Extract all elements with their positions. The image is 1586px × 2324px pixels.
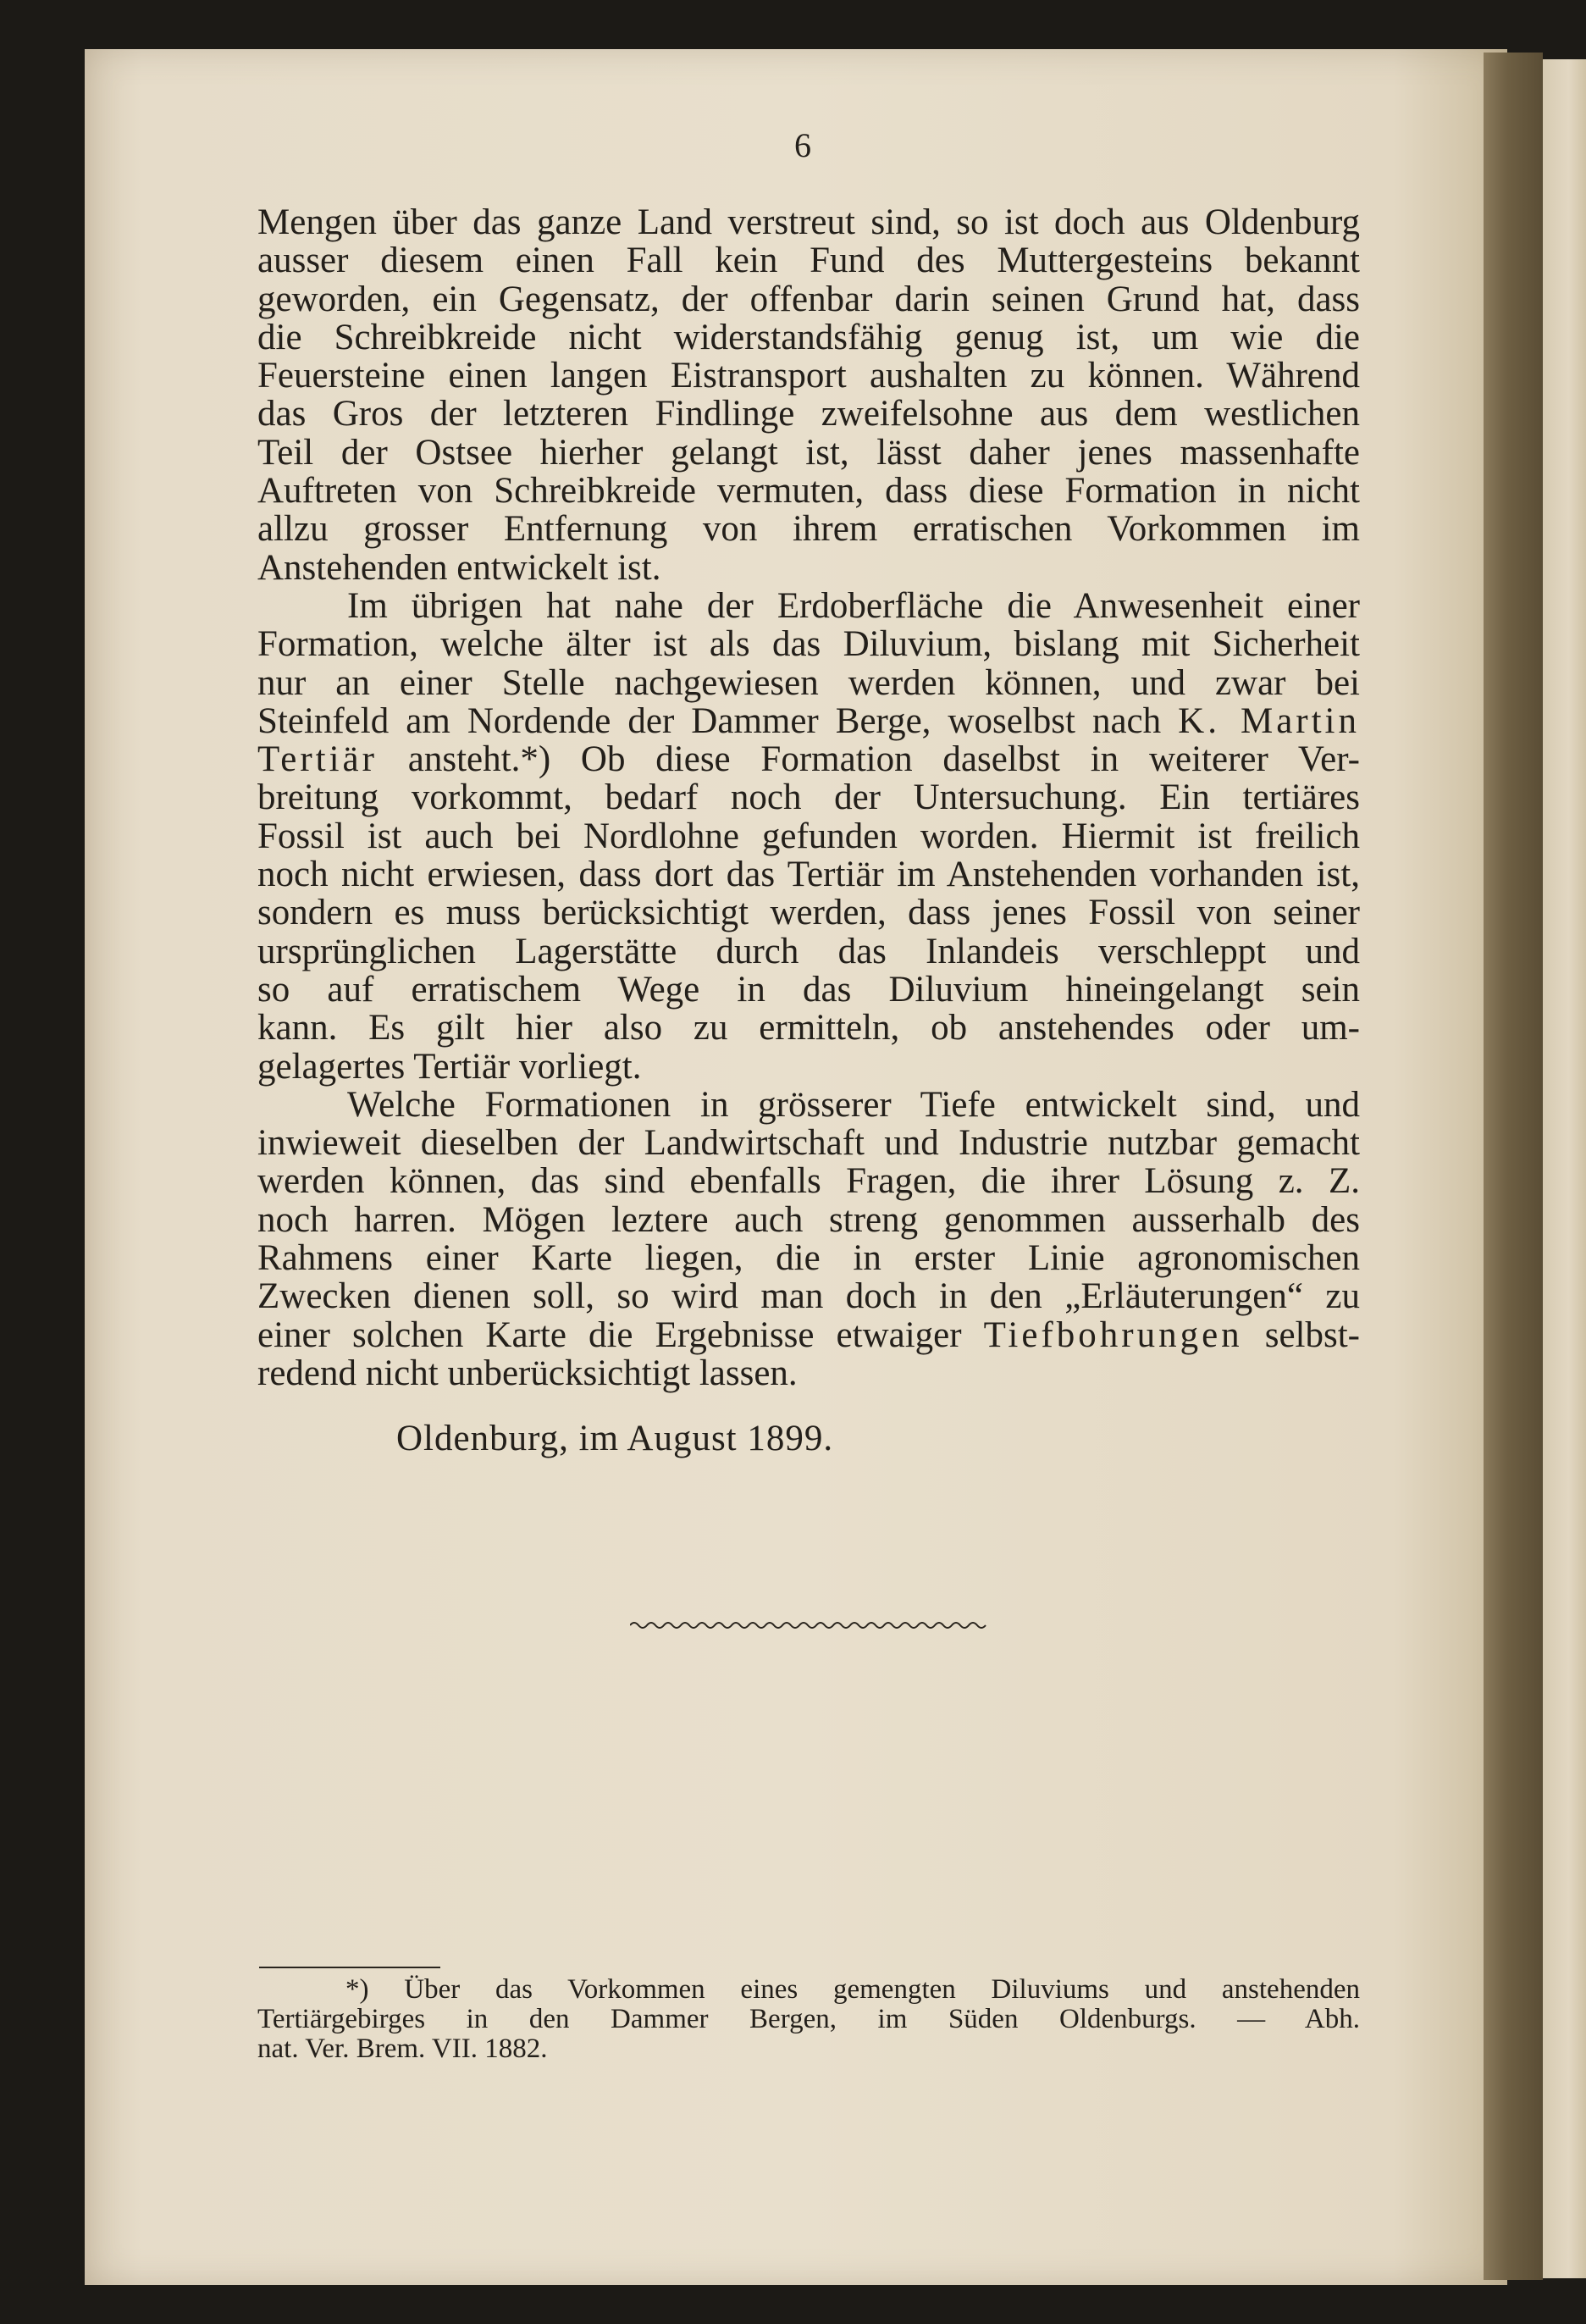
text-line: Auftreten von Schreibkreide vermuten, dass diese Formation in nicht: [257, 471, 1360, 512]
text-line: werden können, das sind ebenfalls Fragen, die ihrer Lösung z. Z.: [257, 1161, 1360, 1202]
adjacent-page-edge: [1543, 59, 1586, 2278]
text-line: [257, 1316, 1360, 1354]
footnote-line: Tertiärgebirges in den Dammer Bergen, im Süden Oldenburgs. — Abh.: [257, 2004, 1360, 2034]
text-line: das Gros der letzteren Findlinge zweifelsohne aus dem westlichen: [257, 394, 1360, 434]
text-line: gelagertes Tertiär vorliegt.: [257, 1046, 642, 1087]
text-line: nur an einer Stelle nachgewiesen werden können, und zwar bei: [257, 662, 1360, 703]
text-line: Anstehenden entwickelt ist.: [257, 547, 661, 588]
text-run: einer solchen Karte die Ergebnisse etwaiger: [257, 1314, 984, 1355]
footnote-line: nat. Ver. Brem. VII. 1882.: [257, 2034, 548, 2064]
emphasized-term: Tertiär: [257, 739, 378, 780]
author-name: K. Martin: [1178, 700, 1360, 741]
text-run: Steinfeld am Nordende der Dammer Berge, woselbst nach: [257, 700, 1179, 741]
footnote-line: *) Über das Vorkommen eines gemengten Diluviums und anstehenden: [345, 1974, 1360, 2005]
emphasized-term: Tiefbohrungen: [983, 1314, 1243, 1355]
text-line: [257, 702, 1360, 740]
footnote-rule: [259, 1967, 440, 1968]
text-line: Fossil ist auch bei Nordlohne gefunden worden. Hiermit ist freilich: [257, 816, 1360, 856]
text-line: Mengen über das ganze Land verstreut sind, so ist doch aus Oldenburg: [257, 202, 1360, 242]
book-spine: [1484, 53, 1543, 2280]
text-line: so auf erratischem Wege in das Diluvium hineingelangt sein: [257, 969, 1360, 1010]
text-line: kann. Es gilt hier also zu ermitteln, ob anstehendes oder um-: [257, 1008, 1360, 1049]
text-line: ausser diesem einen Fall kein Fund des Muttergesteins bekannt: [257, 241, 1360, 281]
footnote: [257, 1975, 1360, 2064]
page-number: 6: [794, 126, 811, 164]
text-line: Feuersteine einen langen Eistransport aushalten zu können. Während: [257, 356, 1360, 396]
wavy-divider: [630, 1619, 989, 1631]
text-run: selbst-: [1242, 1314, 1360, 1355]
text-run: ansteht.*) Ob diese Formation daselbst in weiterer Ver-: [377, 739, 1360, 780]
text-line: Zwecken dienen soll, so wird man doch in den „Erläuterungen“ zu: [257, 1276, 1360, 1317]
text-line: breitung vorkommt, bedarf noch der Untersuchung. Ein tertiäres: [257, 777, 1360, 818]
paragraph-1: [257, 203, 1360, 587]
text-line: geworden, ein Gegensatz, der offenbar darin seinen Grund hat, dass: [257, 279, 1360, 319]
body-text: [257, 203, 1360, 1392]
text-line: redend nicht unberücksichtigt lassen.: [257, 1353, 798, 1393]
place-date-signature: Oldenburg, im August 1899.: [396, 1419, 834, 1458]
text-line: Rahmens einer Karte liegen, die in erster Linie agronomischen: [257, 1238, 1360, 1279]
text-line: ursprünglichen Lagerstätte durch das Inlandeis verschleppt und: [257, 931, 1360, 971]
text-line: allzu grosser Entfernung von ihrem erratischen Vorkommen im: [257, 509, 1360, 550]
text-line: noch harren. Mögen leztere auch streng genommen ausserhalb des: [257, 1199, 1360, 1240]
text-line: [257, 740, 1360, 778]
text-line: Im übrigen hat nahe der Erdoberfläche die Anwesenheit einer: [347, 585, 1360, 626]
text-line: inwieweit dieselben der Landwirtschaft und Industrie nutzbar gemacht: [257, 1123, 1360, 1164]
text-line: Welche Formationen in grösserer Tiefe entwickelt sind, und: [347, 1084, 1360, 1125]
paragraph-3: [257, 1086, 1360, 1392]
text-line: noch nicht erwiesen, dass dort das Tertiär im Anstehenden vorhanden ist,: [257, 855, 1360, 895]
text-line: die Schreibkreide nicht widerstandsfähig genug ist, um wie die: [257, 317, 1360, 357]
text-line: sondern es muss berücksichtigt werden, dass jenes Fossil von seiner: [257, 893, 1360, 933]
paragraph-2: [257, 587, 1360, 1086]
text-line: Formation, welche älter ist als das Diluvium, bislang mit Sicherheit: [257, 624, 1360, 665]
text-line: Teil der Ostsee hierher gelangt ist, lässt daher jenes massenhafte: [257, 432, 1360, 473]
